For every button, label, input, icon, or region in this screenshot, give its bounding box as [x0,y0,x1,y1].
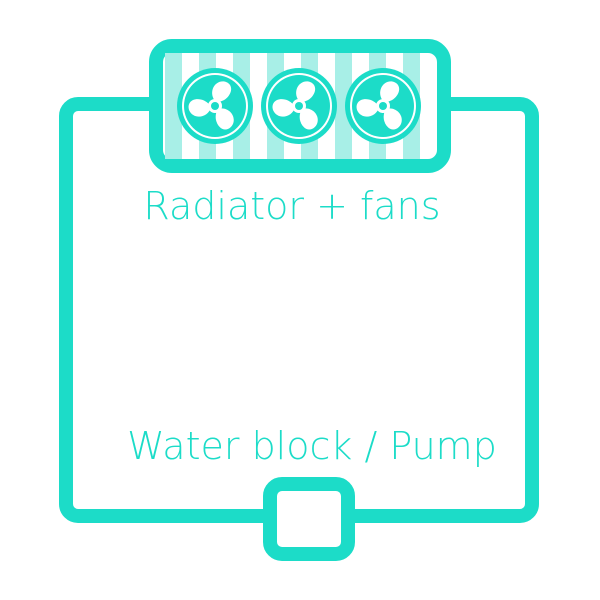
fan-icon [261,68,337,144]
fan-icon [177,68,253,144]
pump-label: Water block / Pump [127,424,497,468]
radiator-fans [177,68,421,144]
pump-block [270,484,348,554]
fan-icon [345,68,421,144]
radiator [156,46,444,166]
radiator-label: Radiator + fans [143,184,441,228]
